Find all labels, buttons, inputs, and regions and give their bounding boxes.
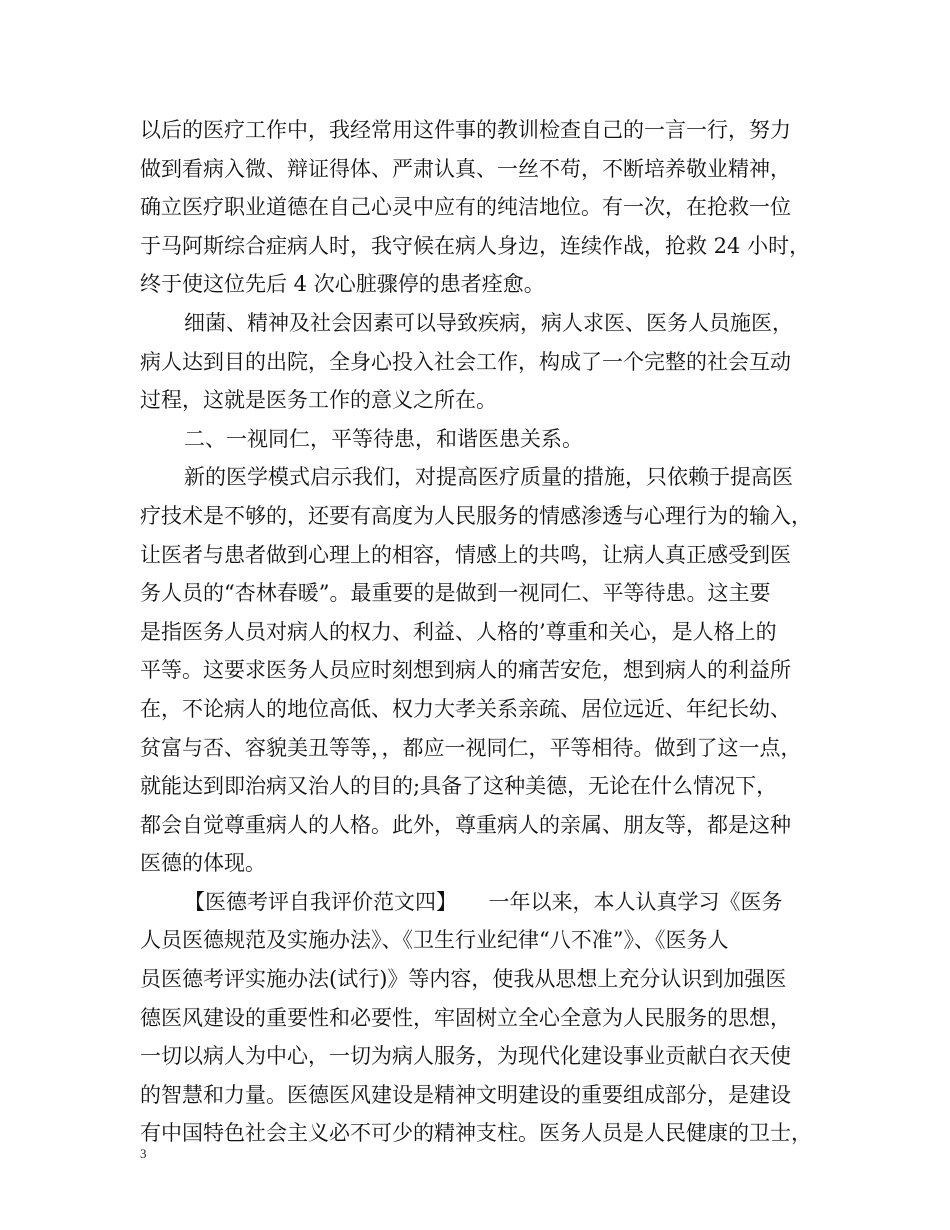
text-line: 务人员的“杏林春暖”。最重要的是做到一视同仁、平等待患。这主要 (140, 581, 771, 606)
text-line: 平等。这要求医务人员应时刻想到病人的痛苦安危，想到病人的利益所 (140, 658, 791, 683)
text-line: 有中国特色社会主义必不可少的精神支柱。医务人员是人民健康的卫士， (140, 1121, 812, 1146)
text-line: 就能达到即治病又治人的目的;具备了这种美德，无论在什么情况下， (140, 774, 778, 799)
text-line: 于马阿斯综合症病人时，我守候在病人身边，连续作战，抢救 24 小时， (140, 233, 811, 258)
page-number: 3 (140, 1146, 147, 1161)
text-line: 过程，这就是医务工作的意义之所在。 (140, 388, 497, 413)
text-line: 细菌、精神及社会因素可以导致疾病，病人求医、医务人员施医， (184, 310, 793, 335)
text-line: 一切以病人为中心，一切为病人服务，为现代化建设事业贡献白衣天使 (140, 1044, 791, 1069)
text-line: 贫富与否、容貌美丑等等，，都应一视同仁，平等相待。做到了这一点， (140, 735, 802, 760)
text-line: 终于使这位先后 4 次心脏骤停的患者痊愈。 (140, 272, 545, 297)
text-line: 做到看病入微、辩证得体、严肃认真、一丝不苟，不断培养敬业精神， (140, 156, 791, 181)
text-line: 员医德考评实施办法(试行)》等内容，使我从思想上充分认识到加强医 (140, 967, 787, 992)
text-line: 的智慧和力量。医德医风建设是精神文明建设的重要组成部分，是建设 (140, 1082, 791, 1107)
text-line: 医德的体现。 (140, 851, 266, 876)
text-line: 让医者与患者做到心理上的相容，情感上的共鸣，让病人真正感受到医 (140, 542, 791, 567)
text-line: 都会自觉尊重病人的人格。此外，尊重病人的亲属、朋友等，都是这种 (140, 812, 791, 837)
text-line: 疗技术是不够的，还要有高度为人民服务的情感渗透与心理行为的输入， (140, 503, 812, 528)
text-line: 【医德考评自我评价范文四】 一年以来，本人认真学习《医务 (184, 889, 783, 914)
text-line: 二、一视同仁，平等待患，和谐医患关系。 (184, 426, 583, 451)
text-line: 确立医疗职业道德在自己心灵中应有的纯洁地位。有一次，在抢救一位 (140, 195, 791, 220)
text-line: 是指医务人员对病人的权力、利益、人格的’尊重和关心，是人格上的 (140, 619, 777, 644)
body-text (140, 111, 830, 1153)
text-line: 以后的医疗工作中，我经常用这件事的教训检查自己的一言一行，努力 (140, 118, 791, 142)
text-line: 在，不论病人的地位高低、权力大孝关系亲疏、居位远近、年纪长幼、 (140, 696, 791, 721)
text-line: 病人达到目的出院，全身心投入社会工作，构成了一个完整的社会互动 (140, 349, 791, 374)
text-line: 德医风建设的重要性和必要性，牢固树立全心全意为人民服务的思想， (140, 1005, 791, 1030)
text-line: 新的医学模式启示我们，对提高医疗质量的措施，只依赖于提高医 (184, 465, 793, 490)
text-line: 人员医德规范及实施办法》、《卫生行业纪律“八不准”》、《医务人 (140, 928, 729, 953)
